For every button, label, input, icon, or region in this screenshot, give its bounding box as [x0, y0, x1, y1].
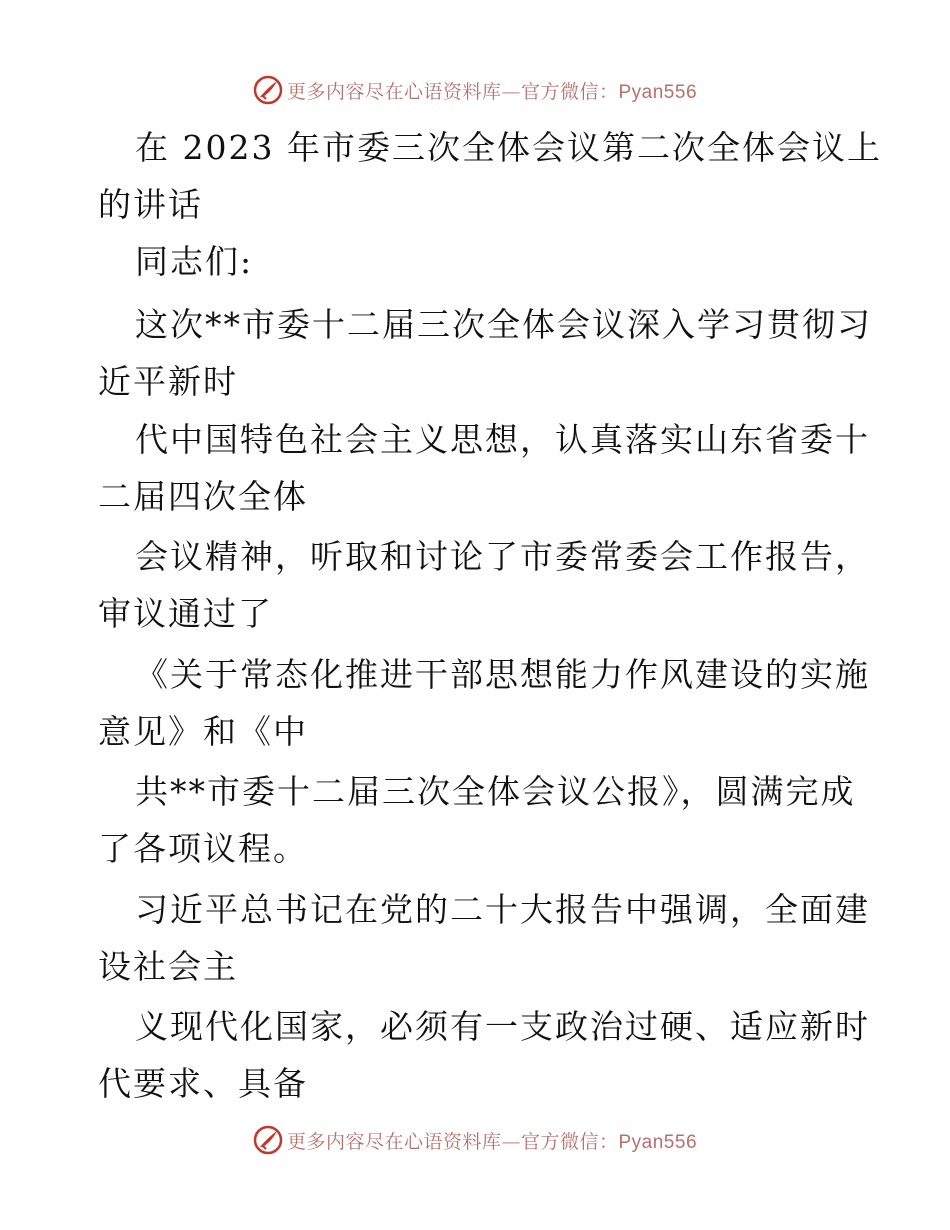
paragraph-line: 近平新时 [98, 362, 238, 401]
banner-wechat-id: Pyan556 [618, 1131, 698, 1153]
banner-site-text: 更多内容尽在心语资料库 [286, 80, 502, 103]
paragraph-line: 代要求、具备 [98, 1064, 308, 1103]
banner-separator: — [501, 80, 521, 103]
paragraph-line: 了各项议程。 [98, 829, 308, 868]
paragraph-line: 意见》和《中 [98, 712, 308, 751]
paragraph-line: 代中国特色社会主义思想，认真落实山东省委十 [135, 420, 870, 459]
salutation: 同志们: [135, 242, 254, 281]
quill-logo-icon [253, 1125, 283, 1155]
banner-separator: — [501, 1130, 521, 1153]
paragraph-line: 习近平总书记在党的二十大报告中强调，全面建 [135, 890, 870, 929]
banner-label [287, 1127, 697, 1154]
banner-wechat-text: 官方微信： [520, 1130, 619, 1153]
title-line-1: 在 2023 年市委三次全体会议第二次全体会议上 [135, 128, 882, 167]
paragraph-line: 义现代化国家，必须有一支政治过硬、适应新时 [135, 1007, 870, 1046]
paragraph-line: 二届四次全体 [98, 477, 308, 516]
title-line-2: 的讲话 [98, 185, 203, 224]
paragraph-line: 《关于常态化推进干部思想能力作风建设的实施 [135, 655, 870, 694]
paragraph-line: 共**市委十二届三次全体会议公报》，圆满完成 [135, 772, 856, 811]
banner-wechat-text: 官方微信： [520, 80, 619, 103]
banner-wechat-id: Pyan556 [618, 81, 698, 103]
paragraph-line: 设社会主 [98, 947, 238, 986]
footer-banner [0, 1120, 950, 1160]
paragraph-line: 会议精神，听取和讨论了市委常委会工作报告， [135, 537, 870, 576]
banner-site-text: 更多内容尽在心语资料库 [286, 1130, 502, 1153]
paragraph-line: 审议通过了 [98, 594, 273, 633]
paragraph-line: 这次**市委十二届三次全体会议深入学习贯彻习 [135, 305, 872, 344]
